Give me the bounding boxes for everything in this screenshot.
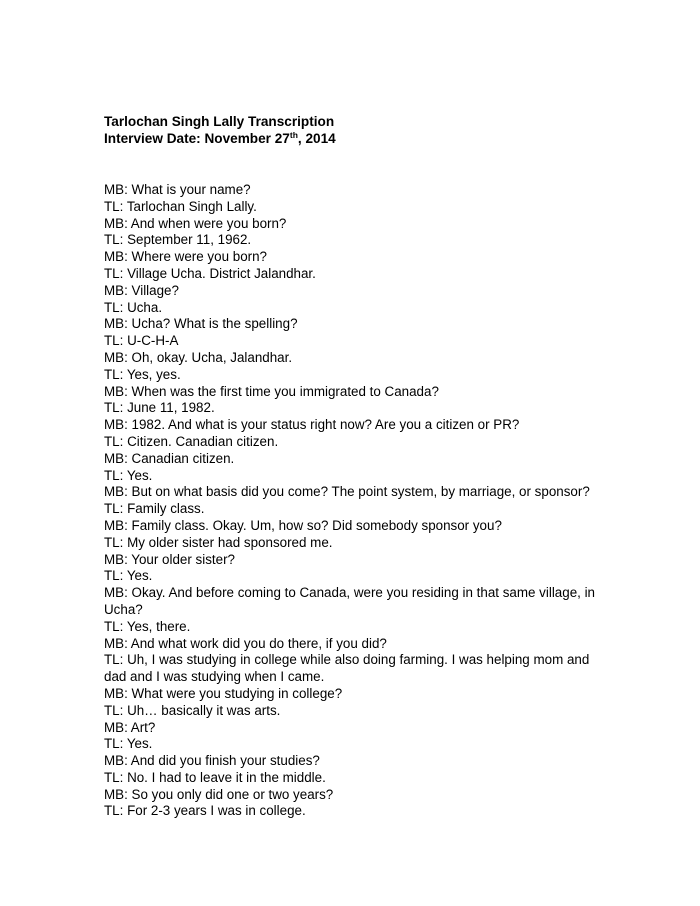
transcript-line: TL: September 11, 1962.	[104, 232, 252, 248]
transcript-line: MB: Village?	[104, 282, 179, 298]
transcript-line: MB: And when were you born?	[104, 215, 287, 231]
transcript-line: MB: Okay. And before coming to Canada, were you residing in that same village, in Ucha?	[104, 585, 595, 617]
transcript-line: MB: Oh, okay. Ucha, Jalandhar.	[104, 349, 293, 365]
transcript-line: TL: Uh… basically it was arts.	[104, 702, 281, 718]
document-title: Tarlochan Singh Lally Transcription	[104, 114, 335, 129]
transcript-line: MB: But on what basis did you come? The point system, by marriage, or sponsor?	[104, 484, 590, 500]
transcript-line: TL: Tarlochan Singh Lally.	[104, 198, 257, 214]
transcript-line: TL: Village Ucha. District Jalandhar.	[104, 265, 316, 281]
transcript-line: MB: Family class. Okay. Um, how so? Did somebody sponsor you?	[104, 517, 502, 533]
transcript-line: MB: What were you studying in college?	[104, 685, 343, 701]
transcript-line: MB: Canadian citizen.	[104, 450, 235, 466]
transcript-line: MB: Your older sister?	[104, 551, 235, 567]
transcript-line: MB: And did you finish your studies?	[104, 753, 320, 769]
transcript-line: MB: 1982. And what is your status right now? Are you a citizen or PR?	[104, 417, 520, 433]
transcript-line: TL: Yes.	[104, 736, 153, 752]
transcript-line: MB: What is your name?	[104, 182, 251, 197]
transcript-line: TL: Uh, I was studying in college while also doing farming. I was helping mom and dad and I was studying when I came.	[104, 652, 590, 685]
transcript-body	[104, 182, 599, 820]
transcript-line: MB: Where were you born?	[104, 249, 267, 265]
interview-date-year: , 2014	[297, 131, 336, 146]
transcript-line: MB: When was the first time you immigrated to Canada?	[104, 383, 439, 399]
transcript-line: TL: Yes.	[104, 467, 153, 483]
transcript-line: TL: Ucha.	[104, 299, 163, 315]
transcript-line: TL: Yes, yes.	[104, 366, 181, 382]
transcript-line: TL: No. I had to leave it in the middle.	[104, 769, 326, 785]
transcript-line: TL: June 11, 1982.	[104, 400, 215, 416]
transcript-line: TL: For 2-3 years I was in college.	[104, 803, 306, 819]
transcript-line: MB: Art?	[104, 719, 156, 735]
transcript-line: TL: Citizen. Canadian citizen.	[104, 433, 279, 449]
transcript-line: MB: So you only did one or two years?	[104, 786, 334, 802]
interview-date-ordinal: th	[289, 130, 298, 140]
transcript-line: TL: Family class.	[104, 501, 205, 517]
interview-date-prefix: Interview Date: November 27	[104, 131, 290, 146]
transcript-line: TL: Yes, there.	[104, 618, 191, 634]
transcript-line: MB: Ucha? What is the spelling?	[104, 316, 298, 332]
transcript-line: TL: My older sister had sponsored me.	[104, 534, 333, 550]
transcript-line: MB: And what work did you do there, if you did?	[104, 635, 387, 651]
document-header	[104, 113, 624, 147]
transcript-line: TL: U-C-H-A	[104, 333, 179, 349]
interview-date	[104, 130, 624, 147]
transcript-line: TL: Yes.	[104, 568, 153, 584]
